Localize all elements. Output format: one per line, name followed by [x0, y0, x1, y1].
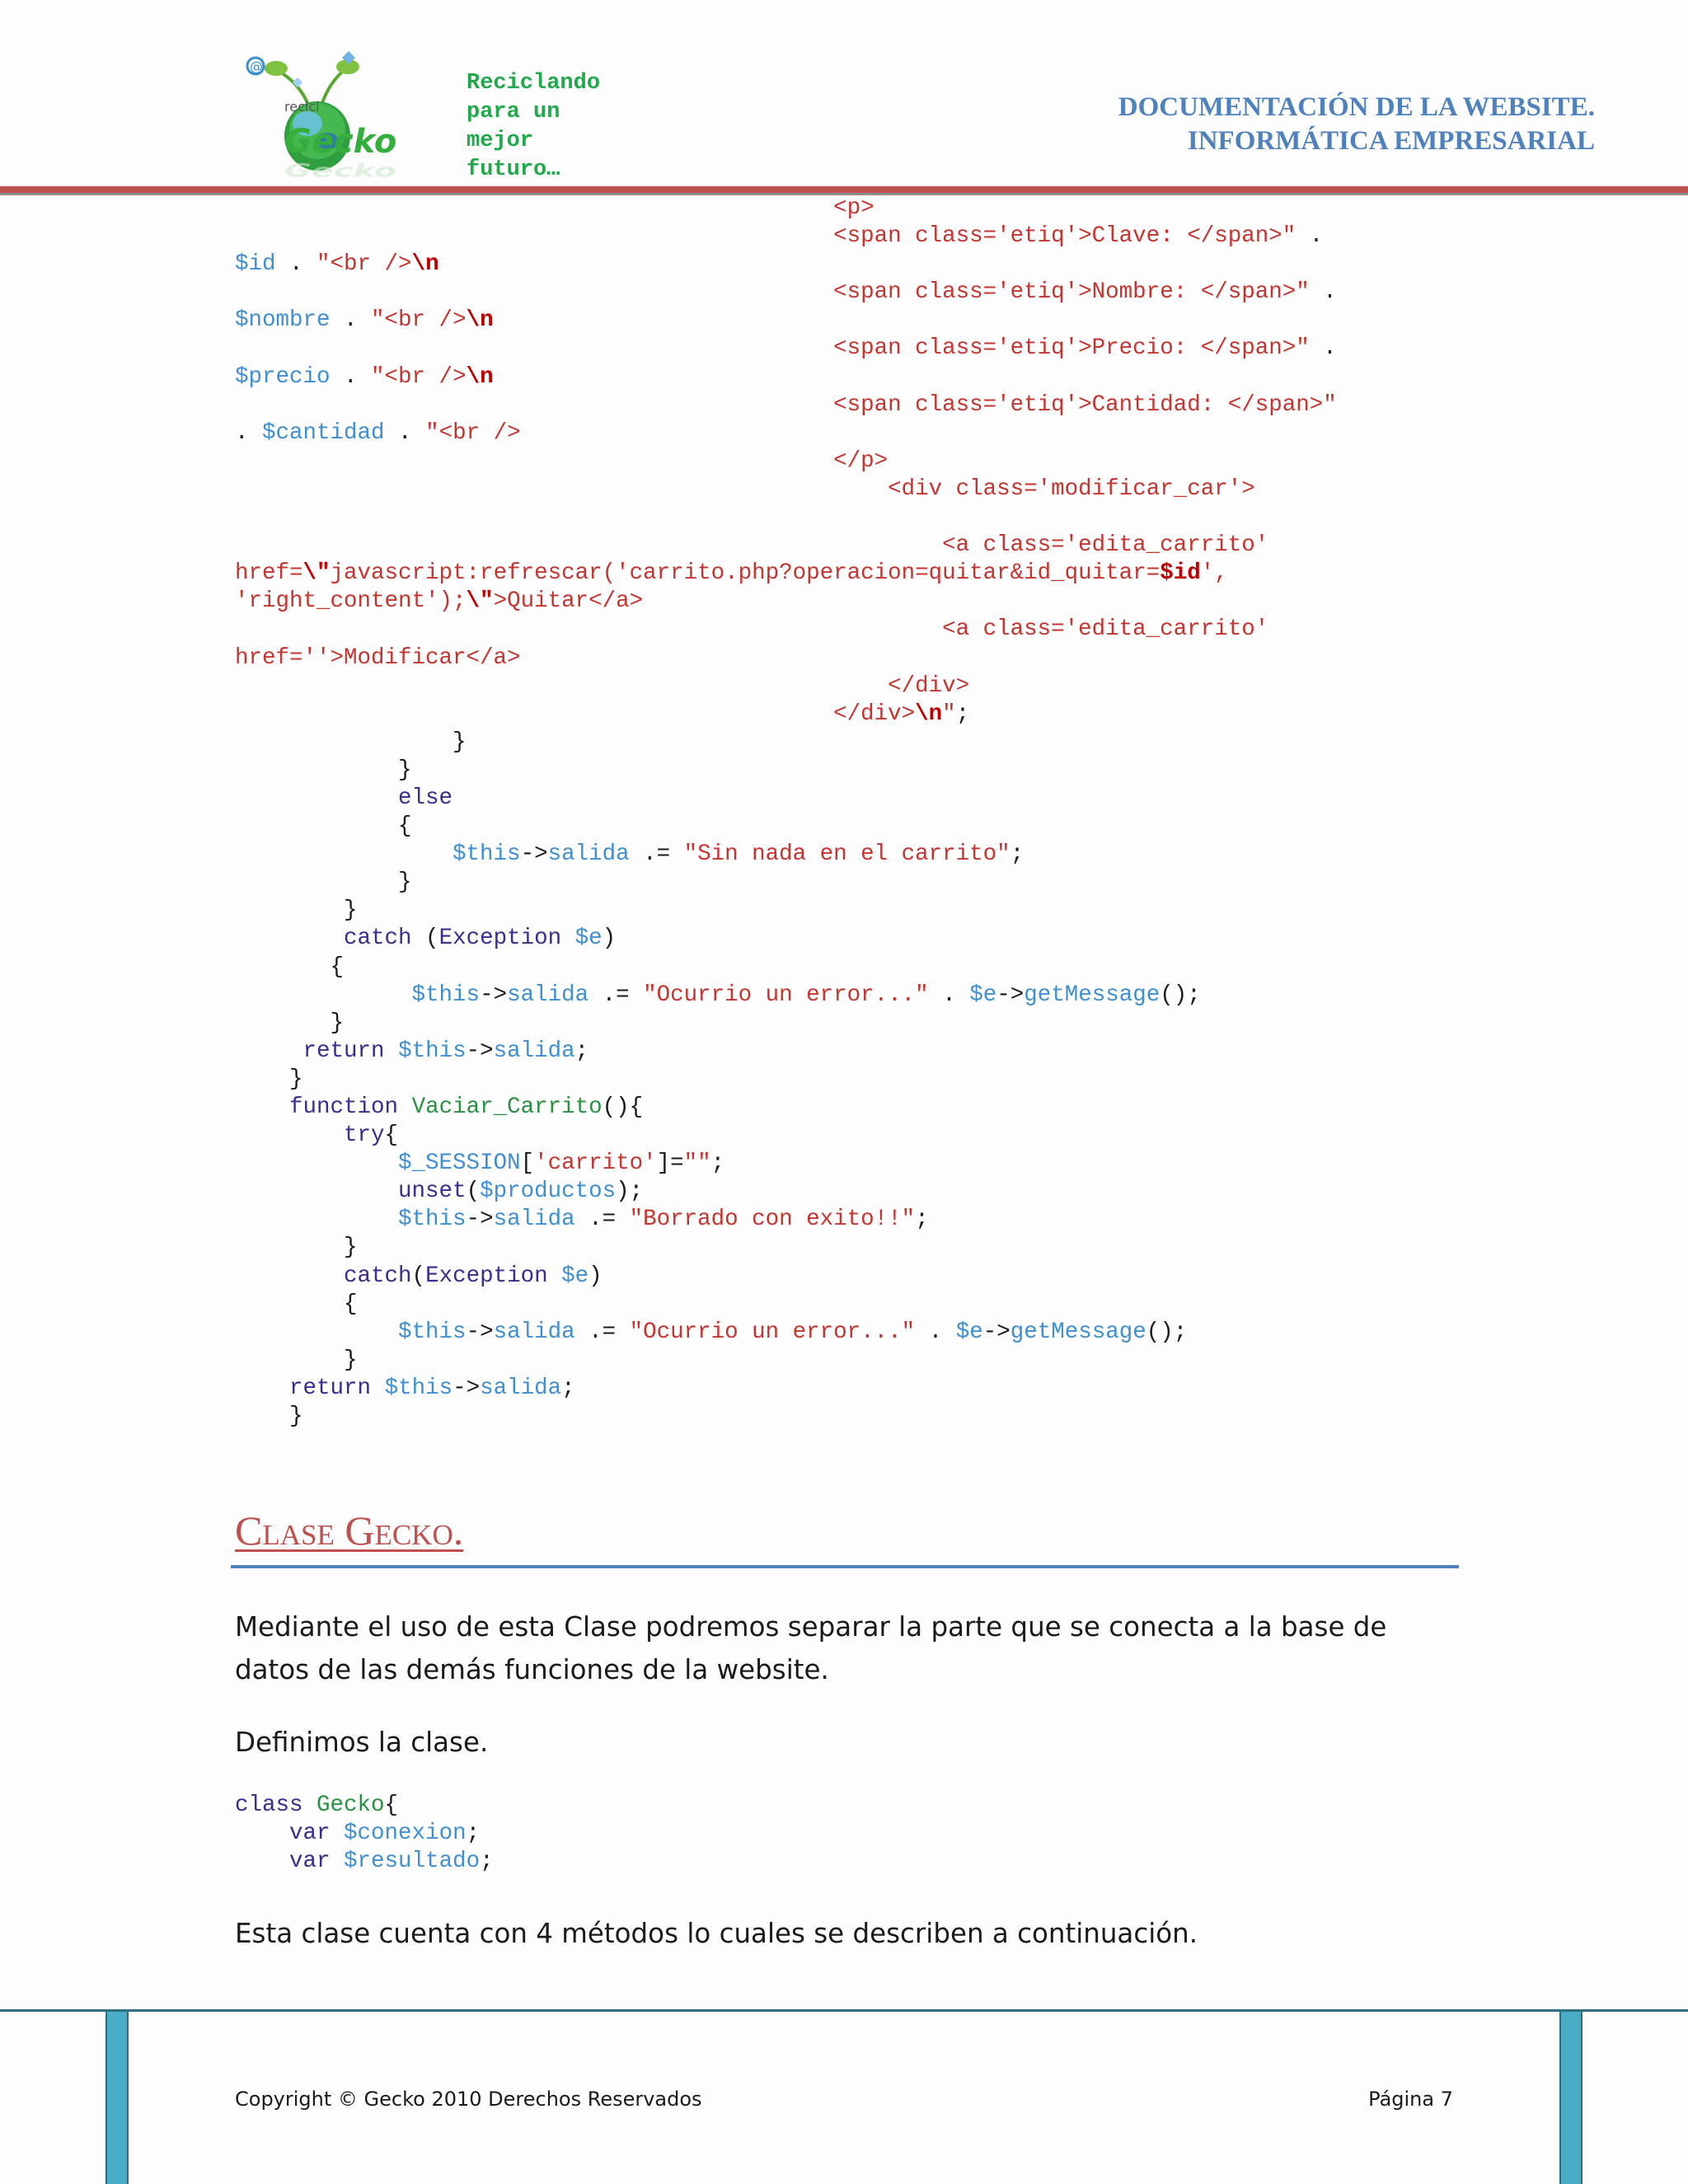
- code-token: </p>: [833, 448, 889, 474]
- code-token: [235, 1319, 398, 1345]
- code-token: [235, 1122, 344, 1148]
- svg-text:Gecko: Gecko: [284, 160, 397, 181]
- code-line: [235, 391, 1337, 419]
- code-token: ]=: [656, 1151, 684, 1177]
- code-token: <span class='etiq'>Nombre: </span>": [833, 279, 1310, 306]
- code-token: <div class='modificar_car'>: [888, 476, 1255, 502]
- code-token: return: [302, 1038, 385, 1064]
- code-token: $resultado: [344, 1849, 481, 1875]
- code-token: ;: [915, 1207, 929, 1233]
- footer-bar-right: [1559, 2012, 1582, 2184]
- code-token: (: [411, 926, 439, 952]
- code-token: .: [928, 982, 970, 1008]
- code-token: </div>: [833, 701, 916, 727]
- code-token: 'right_content');: [235, 588, 467, 615]
- code-line: [235, 1150, 1337, 1178]
- code-token: <a class='edita_carrito': [942, 616, 1269, 643]
- code-token: <p>: [833, 195, 874, 221]
- code-token: return: [289, 1375, 372, 1401]
- code-token: }: [235, 1347, 358, 1373]
- code-token: ->: [466, 1319, 494, 1345]
- code-token: <span class='etiq'>Clave: </span>": [833, 223, 1296, 250]
- code-token: "<br />: [425, 419, 521, 446]
- code-token: [235, 1038, 303, 1064]
- code-line: [235, 813, 1337, 841]
- code-token: "<br />: [316, 251, 412, 278]
- code-line: [235, 251, 1337, 279]
- code-token: \": [466, 588, 494, 615]
- code-token: $precio: [235, 363, 331, 390]
- code-token: }: [235, 1235, 358, 1261]
- code-token: \": [302, 560, 331, 587]
- code-token: $this: [411, 982, 481, 1008]
- code-token: \n: [915, 701, 943, 727]
- code-token: function: [289, 1094, 399, 1120]
- code-token: [548, 1263, 562, 1289]
- code-line: [235, 673, 1337, 701]
- code-token: {: [235, 813, 412, 840]
- code-token: ->: [480, 982, 508, 1008]
- code-token: Exception: [438, 926, 562, 952]
- code-line: [235, 1010, 1337, 1038]
- code-token: .=: [574, 1207, 630, 1233]
- svg-text:@: @: [250, 59, 263, 74]
- svg-text:Gecko: Gecko: [284, 123, 397, 161]
- code-line: [235, 757, 1337, 785]
- header-divider-red: [0, 186, 1688, 193]
- code-token: [235, 1376, 289, 1401]
- code-token: .: [235, 419, 263, 446]
- code-token: "Borrado con exito!!": [629, 1207, 916, 1233]
- code-line: [235, 729, 1337, 757]
- code-token: }: [235, 1010, 345, 1036]
- code-token: \n: [466, 307, 494, 334]
- code-token: ;: [710, 1151, 725, 1177]
- code-token: .: [1296, 223, 1324, 250]
- slogan-line: mejor: [467, 129, 534, 153]
- code-token: ;: [561, 1375, 575, 1401]
- code-token: [235, 1849, 289, 1874]
- code-token: [235, 841, 452, 867]
- code-token: >Quitar</a>: [493, 588, 644, 615]
- code-token: class: [235, 1793, 303, 1818]
- code-token: $e: [955, 1319, 983, 1345]
- code-token: [235, 532, 942, 558]
- code-token: .=: [629, 841, 684, 868]
- code-token: getMessage: [1024, 982, 1160, 1008]
- code-token: salida: [547, 841, 630, 868]
- code-token: [235, 335, 833, 361]
- code-token: $nombre: [235, 307, 331, 334]
- code-line: [235, 897, 1337, 925]
- code-token: salida: [480, 1375, 562, 1401]
- code-token: .=: [574, 1319, 630, 1345]
- code-line: [235, 1820, 494, 1848]
- code-token: [235, 223, 833, 249]
- code-token: ;: [574, 1038, 589, 1064]
- code-token: unset: [398, 1179, 467, 1205]
- code-token: $id: [1160, 560, 1201, 587]
- code-token: ->: [466, 1038, 494, 1064]
- code-token: [235, 673, 888, 699]
- code-token: [235, 1151, 398, 1176]
- code-token: $this: [398, 1319, 467, 1345]
- code-line: [235, 1792, 494, 1820]
- code-token: var: [289, 1849, 331, 1875]
- code-token: ();: [1160, 982, 1201, 1008]
- section-heading: Clase Gecko.: [235, 1507, 464, 1554]
- code-line: [235, 701, 1337, 729]
- code-token: $this: [384, 1375, 453, 1401]
- code-token: getMessage: [1010, 1319, 1146, 1345]
- paragraph-define: Definimos la clase.: [235, 1727, 489, 1758]
- code-token: else: [398, 785, 453, 811]
- code-token: [331, 1849, 345, 1874]
- code-token: $cantidad: [262, 419, 385, 446]
- code-token: [235, 1094, 289, 1120]
- footer-divider: [0, 2009, 1688, 2012]
- code-token: Exception: [425, 1263, 548, 1289]
- code-token: .: [1309, 335, 1337, 362]
- footer-bar-left: [106, 2012, 129, 2184]
- code-token: [235, 926, 344, 951]
- code-line: [235, 307, 1337, 335]
- code-token: $e: [969, 982, 997, 1008]
- code-line: [235, 1066, 1337, 1094]
- code-line: [235, 194, 1337, 223]
- code-token: .: [330, 307, 372, 334]
- code-token: .: [1309, 279, 1337, 306]
- code-token: }: [235, 729, 467, 755]
- code-line: [235, 419, 1337, 448]
- code-token: href=: [235, 560, 303, 587]
- code-token: [235, 616, 942, 642]
- slogan-line: futuro…: [467, 157, 560, 182]
- code-token: (){: [602, 1094, 644, 1120]
- code-line: [235, 1263, 1337, 1291]
- code-token: }: [235, 1404, 303, 1430]
- code-token: "<br />: [371, 307, 467, 334]
- code-token: ;: [480, 1849, 494, 1875]
- code-token: "": [683, 1151, 711, 1177]
- code-token: $this: [452, 841, 521, 868]
- code-token: [235, 448, 833, 474]
- code-line: [235, 644, 1337, 673]
- code-line: [235, 279, 1337, 307]
- code-token: </div>: [888, 673, 970, 699]
- footer-copyright: Copyright © Gecko 2010 Derechos Reservados: [235, 2088, 702, 2111]
- paragraph-intro: Mediante el uso de esta Clase podremos separar la parte que se conecta a la base de datos de las demás funciones de la website.: [235, 1611, 1387, 1685]
- code-token: "Sin nada en el carrito": [683, 841, 1010, 868]
- code-token: ();: [1146, 1319, 1188, 1345]
- code-token: }: [235, 1066, 303, 1092]
- code-line: [235, 1848, 494, 1876]
- code-line: [235, 504, 1337, 532]
- code-token: salida: [493, 1038, 575, 1064]
- code-token: (: [411, 1263, 426, 1289]
- code-token: [561, 926, 575, 951]
- code-token: }: [235, 898, 358, 924]
- code-line: [235, 1122, 1337, 1150]
- code-token: [235, 1263, 344, 1289]
- code-token: {: [384, 1793, 399, 1818]
- code-block-class-gecko: [235, 1792, 494, 1876]
- code-token: salida: [493, 1319, 575, 1345]
- code-token: salida: [493, 1207, 575, 1233]
- code-token: .=: [588, 982, 644, 1008]
- code-token: [: [520, 1151, 535, 1177]
- code-token: "Ocurrio un error...": [629, 1319, 916, 1345]
- code-line: [235, 841, 1337, 869]
- code-token: [235, 1179, 398, 1204]
- code-token: ): [588, 1263, 603, 1289]
- code-token: catch: [344, 926, 412, 952]
- paragraph-methods: Esta clase cuenta con 4 métodos lo cuales se describen a continuación.: [235, 1918, 1198, 1949]
- code-token: $id: [235, 251, 276, 278]
- code-token: ->: [520, 841, 548, 868]
- gecko-logo: [235, 45, 433, 185]
- code-block-carrito: [235, 194, 1337, 1431]
- code-token: <a class='edita_carrito': [942, 532, 1269, 559]
- code-token: .: [915, 1319, 956, 1345]
- code-token: <span class='etiq'>Cantidad: </span>": [833, 391, 1337, 418]
- code-line: [235, 448, 1337, 476]
- code-line: [235, 925, 1337, 953]
- code-token: [235, 1821, 289, 1846]
- code-token: $e: [574, 926, 603, 952]
- code-line: [235, 1206, 1337, 1234]
- code-line: [235, 616, 1337, 644]
- code-token: \n: [411, 251, 439, 278]
- code-token: [398, 1094, 412, 1120]
- document-title-line-1: DOCUMENTACIÓN DE LA WEBSITE.: [1118, 92, 1595, 122]
- code-line: [235, 363, 1337, 391]
- code-line: [235, 560, 1337, 588]
- code-token: ;: [466, 1821, 481, 1847]
- code-token: "Ocurrio un error...": [643, 982, 929, 1008]
- slogan-line: Reciclando: [467, 71, 601, 96]
- code-token: ->: [452, 1375, 481, 1401]
- code-token: {: [235, 1291, 358, 1317]
- code-token: "<br />: [371, 363, 467, 390]
- code-line: [235, 1347, 1337, 1375]
- code-line: [235, 588, 1337, 616]
- slogan-line: para un: [467, 100, 560, 124]
- code-token: var: [289, 1821, 331, 1847]
- code-token: javascript:refrescar('carrito.php?operacion=quitar&id_quitar=: [330, 560, 1160, 587]
- code-token: $e: [561, 1263, 589, 1289]
- code-token: $_SESSION: [398, 1151, 521, 1177]
- code-token: [235, 785, 398, 811]
- code-token: salida: [507, 982, 589, 1008]
- code-token: Vaciar_Carrito: [411, 1094, 603, 1120]
- code-token: catch: [344, 1263, 412, 1289]
- code-line: [235, 869, 1337, 897]
- code-token: .: [384, 419, 426, 446]
- code-token: try: [344, 1122, 385, 1149]
- code-token: ->: [982, 1319, 1010, 1345]
- code-line: [235, 1094, 1337, 1122]
- code-token: .: [275, 251, 317, 278]
- code-token: [235, 392, 833, 418]
- code-token: ): [602, 926, 617, 952]
- code-token: $productos: [480, 1179, 617, 1205]
- code-line: [235, 335, 1337, 363]
- code-line: [235, 982, 1337, 1010]
- code-token: ": [942, 701, 956, 727]
- footer-page-number: Página 7: [1368, 2088, 1453, 2111]
- code-line: [235, 1375, 1337, 1403]
- code-token: 'carrito': [534, 1151, 657, 1177]
- code-line: [235, 1319, 1337, 1347]
- code-line: [235, 1038, 1337, 1066]
- code-line: [235, 1234, 1337, 1262]
- code-token: \n: [466, 363, 494, 390]
- code-token: ->: [466, 1207, 494, 1233]
- code-token: <span class='etiq'>Precio: </span>": [833, 335, 1310, 362]
- code-token: [385, 1038, 399, 1064]
- document-title: [1118, 91, 1595, 158]
- code-line: [235, 223, 1337, 251]
- code-token: (: [466, 1179, 481, 1205]
- svg-text:recicl: recicl: [284, 99, 320, 115]
- code-token: }: [235, 869, 412, 896]
- code-token: {: [384, 1122, 399, 1149]
- code-token: ;: [955, 701, 970, 727]
- code-token: Gecko: [316, 1793, 385, 1818]
- code-token: [303, 1793, 317, 1818]
- code-token: [371, 1376, 385, 1401]
- code-token: [235, 982, 412, 1008]
- code-token: href=''>Modificar</a>: [235, 644, 521, 671]
- code-line: [235, 532, 1337, 560]
- code-token: }: [235, 757, 412, 783]
- code-line: [235, 785, 1337, 813]
- code-token: ;: [1010, 841, 1025, 868]
- code-token: $this: [398, 1038, 467, 1064]
- code-token: [235, 279, 833, 305]
- code-line: [235, 1178, 1337, 1206]
- code-token: ->: [996, 982, 1025, 1008]
- code-token: [235, 476, 888, 502]
- slogan: [467, 69, 600, 185]
- code-token: $conexion: [344, 1821, 467, 1847]
- code-token: [235, 701, 833, 727]
- code-token: $this: [398, 1207, 467, 1233]
- code-token: {: [235, 954, 345, 980]
- code-line: [235, 954, 1337, 982]
- code-line: [235, 1403, 1337, 1431]
- code-token: );: [616, 1179, 644, 1205]
- section-heading-rule: [231, 1565, 1459, 1568]
- code-token: ',: [1200, 560, 1228, 587]
- code-token: .: [330, 363, 372, 390]
- document-title-line-2: INFORMÁTICA EMPRESARIAL: [1187, 126, 1595, 156]
- code-token: [235, 195, 833, 221]
- code-token: [235, 1207, 398, 1232]
- code-token: [331, 1821, 345, 1846]
- code-line: [235, 476, 1337, 504]
- gecko-logo-graphic: [235, 45, 433, 185]
- code-line: [235, 1291, 1337, 1319]
